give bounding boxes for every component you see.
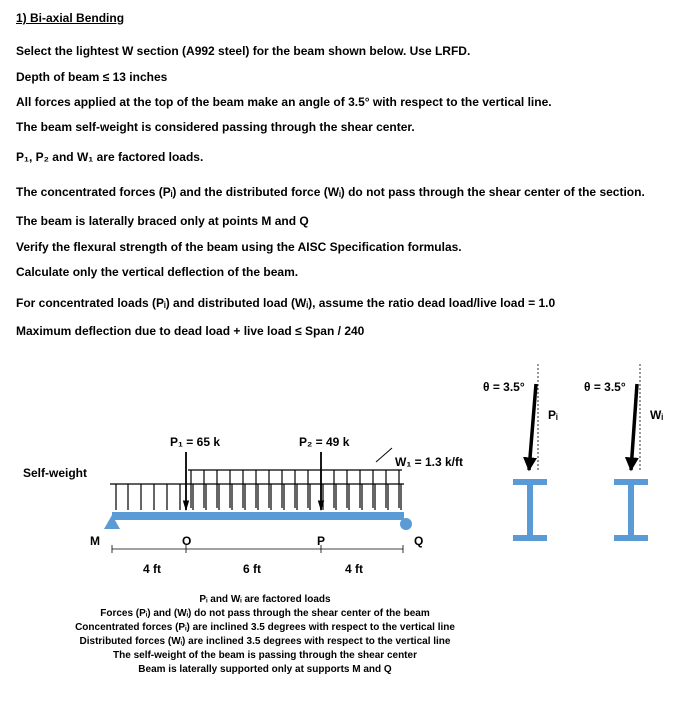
pi-arrow (529, 384, 536, 470)
p2-label: P₂ = 49 k (299, 435, 350, 449)
note-line: Beam is laterally supported only at supports M and Q (138, 664, 392, 675)
theta-left-label: θ = 3.5° (483, 380, 525, 394)
w1-label: W₁ = 1.3 k/ft (395, 455, 463, 469)
statement-line: For concentrated loads (Pᵢ) and distributed load (Wᵢ), assume the ratio dead load/live load = 1.0 (16, 296, 556, 310)
wi-label: Wᵢ (650, 408, 664, 422)
note-line: Distributed forces (Wᵢ) are inclined 3.5 degrees with respect to the vertical line (79, 636, 451, 647)
statement-line: Calculate only the vertical deflection of the beam. (16, 265, 299, 279)
statement-line: The concentrated forces (Pᵢ) and the distributed force (Wᵢ) do not pass through the shear center of the section. (16, 185, 645, 199)
dim-mo-label: 4 ft (143, 562, 161, 576)
statement-line: Select the lightest W section (A992 steel) for the beam shown below. Use LRFD. (16, 44, 471, 58)
w1-leader-line (376, 448, 392, 462)
statement-line: P₁, P₂ and W₁ are factored loads. (16, 150, 204, 164)
self-weight-label: Self-weight (23, 466, 88, 480)
statement-line: The beam is laterally braced only at points M and Q (16, 214, 309, 228)
statement-line: All forces applied at the top of the beam make an angle of 3.5° with respect to the vertical line. (16, 95, 552, 109)
point-q-label: Q (414, 534, 424, 548)
point-o-label: O (182, 534, 192, 548)
statement-line: The beam self-weight is considered passing through the shear center. (16, 120, 415, 134)
p1-label: P₁ = 65 k (170, 435, 220, 449)
note-line: The self-weight of the beam is passing through the shear center (113, 650, 417, 661)
w1-distributed-arrows (188, 470, 402, 508)
point-m-label: M (90, 534, 100, 548)
w-section-left (513, 479, 547, 541)
dim-pq-label: 4 ft (345, 562, 363, 576)
note-line: Forces (Pᵢ) and (Wᵢ) do not pass through the shear center of the beam (100, 608, 430, 619)
w-section-right (614, 479, 648, 541)
statement-line: Verify the flexural strength of the beam using the AISC Specification formulas. (16, 240, 462, 254)
dim-op-label: 6 ft (243, 562, 261, 576)
theta-right-label: θ = 3.5° (584, 380, 626, 394)
problem-title: 1) Bi-axial Bending (16, 11, 125, 25)
pi-label: Pᵢ (548, 408, 558, 422)
beam (112, 512, 404, 520)
point-p-label: P (317, 534, 326, 548)
statement-line: Maximum deflection due to dead load + live load ≤ Span / 240 (16, 324, 365, 338)
wi-arrow (631, 384, 637, 470)
note-line: Concentrated forces (Pᵢ) are inclined 3.5 degrees with respect to the vertical line (75, 622, 455, 633)
dimension-line (112, 545, 403, 553)
note-line: Pᵢ and Wᵢ are factored loads (199, 594, 331, 605)
roller-support-q (400, 518, 412, 530)
statement-line: Depth of beam ≤ 13 inches (16, 70, 168, 84)
